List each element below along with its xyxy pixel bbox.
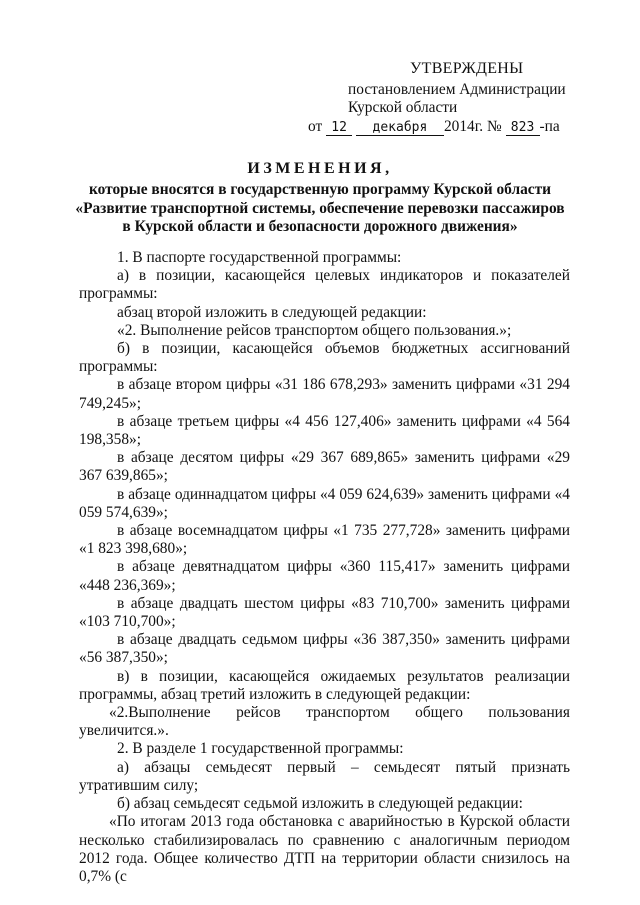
paragraph: абзац второй изложить в следующей редакции: [117,303,427,321]
paragraph: 1. В паспорте государственной программы: [117,249,402,266]
paragraph: а) абзацы семьдесят первый – семьдесят пятый признать утратившим силу; [79,758,570,794]
paragraph: в абзаце десятом цифры «29 367 689,865» заменить цифрами «29 367 639,865»; [79,449,570,485]
paragraph: в абзаце восемнадцатом цифры «1 735 277,728» заменить цифрами «1 823 398,680»; [79,522,570,558]
date-day: 12 [326,120,352,136]
date-month: декабря [356,120,444,136]
decree-suffix: -па [539,117,560,135]
paragraph: б) в позиции, касающейся объемов бюджетных ассигнований программы: [79,340,570,376]
approval-date-line [308,118,608,136]
paragraph: в) в позиции, касающейся ожидаемых результатов реализации программы, абзац третий изложить в следующей редакции: [79,667,570,703]
decree-number: 823 [506,120,540,136]
approval-line-region: Курской области [348,99,458,117]
heading-line: в Курской области и безопасности дорожного движения» [122,218,518,236]
paragraph: в абзаце третьем цифры «4 456 127,406» заменить цифрами «4 564 198,358»; [79,412,570,449]
date-year: 2014г. № [443,117,502,135]
paragraph: в абзаце девятнадцатом цифры «360 115,417» заменить цифрами «448 236,369»; [79,558,570,594]
approval-line-decree: постановлением Администрации [348,81,566,99]
heading-line: которые вносятся в государственную программу Курской области [88,181,552,199]
approval-title: УТВЕРЖДЕНЫ [410,60,524,77]
approval-stamp [308,60,608,136]
heading-line: «Развитие транспортной системы, обеспечение перевозки пассажиров [75,199,565,217]
paragraph: а) в позиции, касающейся целевых индикаторов и показателей программы: [79,267,570,303]
paragraph: в абзаце втором цифры «31 186 678,293» заменить цифрами «31 294 749,245»; [79,376,570,412]
paragraph: в абзаце одиннадцатом цифры «4 059 624,639» заменить цифрами «4 059 574,639»; [79,485,570,521]
date-prefix: от [308,117,323,135]
heading-title: ИЗМЕНЕНИЯ, [247,160,393,177]
paragraph: «2.Выполнение рейсов транспортом общего пользования увеличится.». [79,704,570,740]
paragraph: в абзаце двадцать седьмом цифры «36 387,350» заменить цифрами «56 387,350»; [79,631,570,667]
document-body [79,249,570,886]
paragraph: б) абзац семьдесят седьмой изложить в следующей редакции: [117,795,523,813]
paragraph: 2. В разделе 1 государственной программы: [117,740,404,758]
paragraph: в абзаце двадцать шестом цифры «83 710,700» заменить цифрами «103 710,700»; [79,594,570,631]
paragraph: «2. Выполнение рейсов транспортом общего пользования.»; [117,321,512,339]
document-heading [60,160,580,237]
paragraph: «По итогам 2013 года обстановка с аварийностью в Курской области несколько стабилизировалась по сравнению с аналогичным периодом 2012 года. Общее количество ДТП на территории области снизилось на 0,7% (с [79,813,570,885]
